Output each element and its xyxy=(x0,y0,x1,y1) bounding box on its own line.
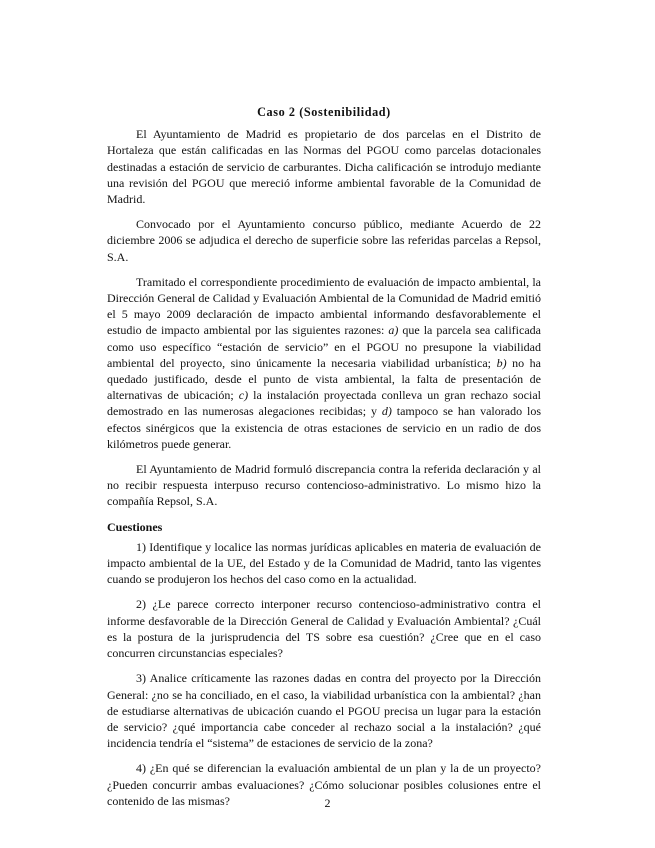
question-3: 3) Analice críticamente las razones dadas en contra del proyecto por la Dirección General: ¿no se ha conciliado, en el caso, la viabilidad urbanística con la ambiental? ¿han de estudiarse alternativas de ubicación cuando el PGOU precisa un lugar para la estación de servicio? ¿qué importancia cabe conceder al rechazo social a la instalación? ¿qué incidencia tendría el “sistema” de estaciones de servicio de la zona? xyxy=(107,671,541,751)
reason-text-c: la instalación proyectada conlleva un gran rechazo social demostrado en las numerosas alegaciones recibidas; y xyxy=(107,388,541,419)
paragraph-impacto-ambiental xyxy=(107,274,541,452)
paragraph-intro: Tramitado el correspondiente procedimiento de evaluación de impacto ambiental, la Dirección General de Calidad y Evaluación Ambiental de la Comunidad de Madrid emitió el 5 mayo 2009 declaración de impacto ambiental informando desfavorablemente el estudio de impacto ambiental por las siguientes razones: xyxy=(107,274,541,338)
paragraph-concurso: Convocado por el Ayuntamiento concurso público, mediante Acuerdo de 22 diciembre 2006 se adjudica el derecho de superficie sobre las referidas parcelas a Repsol, S.A. xyxy=(107,217,541,264)
question-4: 4) ¿En qué se diferencian la evaluación ambiental de un plan y la de un proyecto? ¿Pueden concurrir ambas evaluaciones? ¿Cómo solucionar posibles colusiones entre el contenido de las mismas? xyxy=(107,761,541,808)
reason-text-b: no ha quedado justificado, desde el punto de vista ambiental, la falta de presentación de alternativas de ubicación; xyxy=(107,355,542,403)
paragraph-parcelas: El Ayuntamiento de Madrid es propietario de dos parcelas en el Distrito de Hortaleza que están calificadas en las Normas del PGOU como parcelas dotacionales destinadas a estación de servicio de carburantes. Dicha calificación se introdujo mediante una revisión del PGOU que mereció informe ambiental favorable de la Comunidad de Madrid. xyxy=(107,127,541,207)
paragraph-discrepancia: El Ayuntamiento de Madrid formuló discrepancia contra la referida declaración y al no recibir respuesta interpuso recurso contencioso-administrativo. Lo mismo hizo la compañía Repsol, S.A. xyxy=(107,462,541,509)
reason-marker-d: d) xyxy=(381,404,392,419)
reason-text-a: que la parcela sea calificada como uso específico “estación de servicio” en el PGOU no presupone la viabilidad ambiental del proyecto, sino únicamente la necesaria viabilidad urbanística; xyxy=(107,323,541,370)
questions-heading: Cuestiones xyxy=(107,519,163,534)
question-2: 2) ¿Le parece correcto interponer recurso contencioso-administrativo contra el informe desfavorable de la Dirección General de Calidad y Evaluación Ambiental? ¿Cuál es la postura de la jurisprudencia del TS sobre esa cuestión? ¿Cree que en el caso concurren circunstancias especiales? xyxy=(107,597,541,661)
document-page xyxy=(107,104,541,818)
reason-text-d: tampoco se han valorado los efectos sinérgicos que la existencia de otras estaciones de servicio en un radio de dos kilómetros puede generar. xyxy=(107,404,541,451)
question-1: 1) Identifique y localice las normas jurídicas aplicables en materia de evaluación de impacto ambiental de la UE, del Estado y de la Comunidad de Madrid, tanto las vigentes cuando se produjeron los hechos del caso como en la actualidad. xyxy=(107,539,541,587)
document-title: Caso 2 (Sostenibilidad) xyxy=(257,105,391,119)
reason-marker-b: b) xyxy=(496,355,507,370)
reason-marker-a: a) xyxy=(388,323,399,338)
page-number: 2 xyxy=(324,796,331,810)
reason-marker-c: c) xyxy=(238,388,249,403)
